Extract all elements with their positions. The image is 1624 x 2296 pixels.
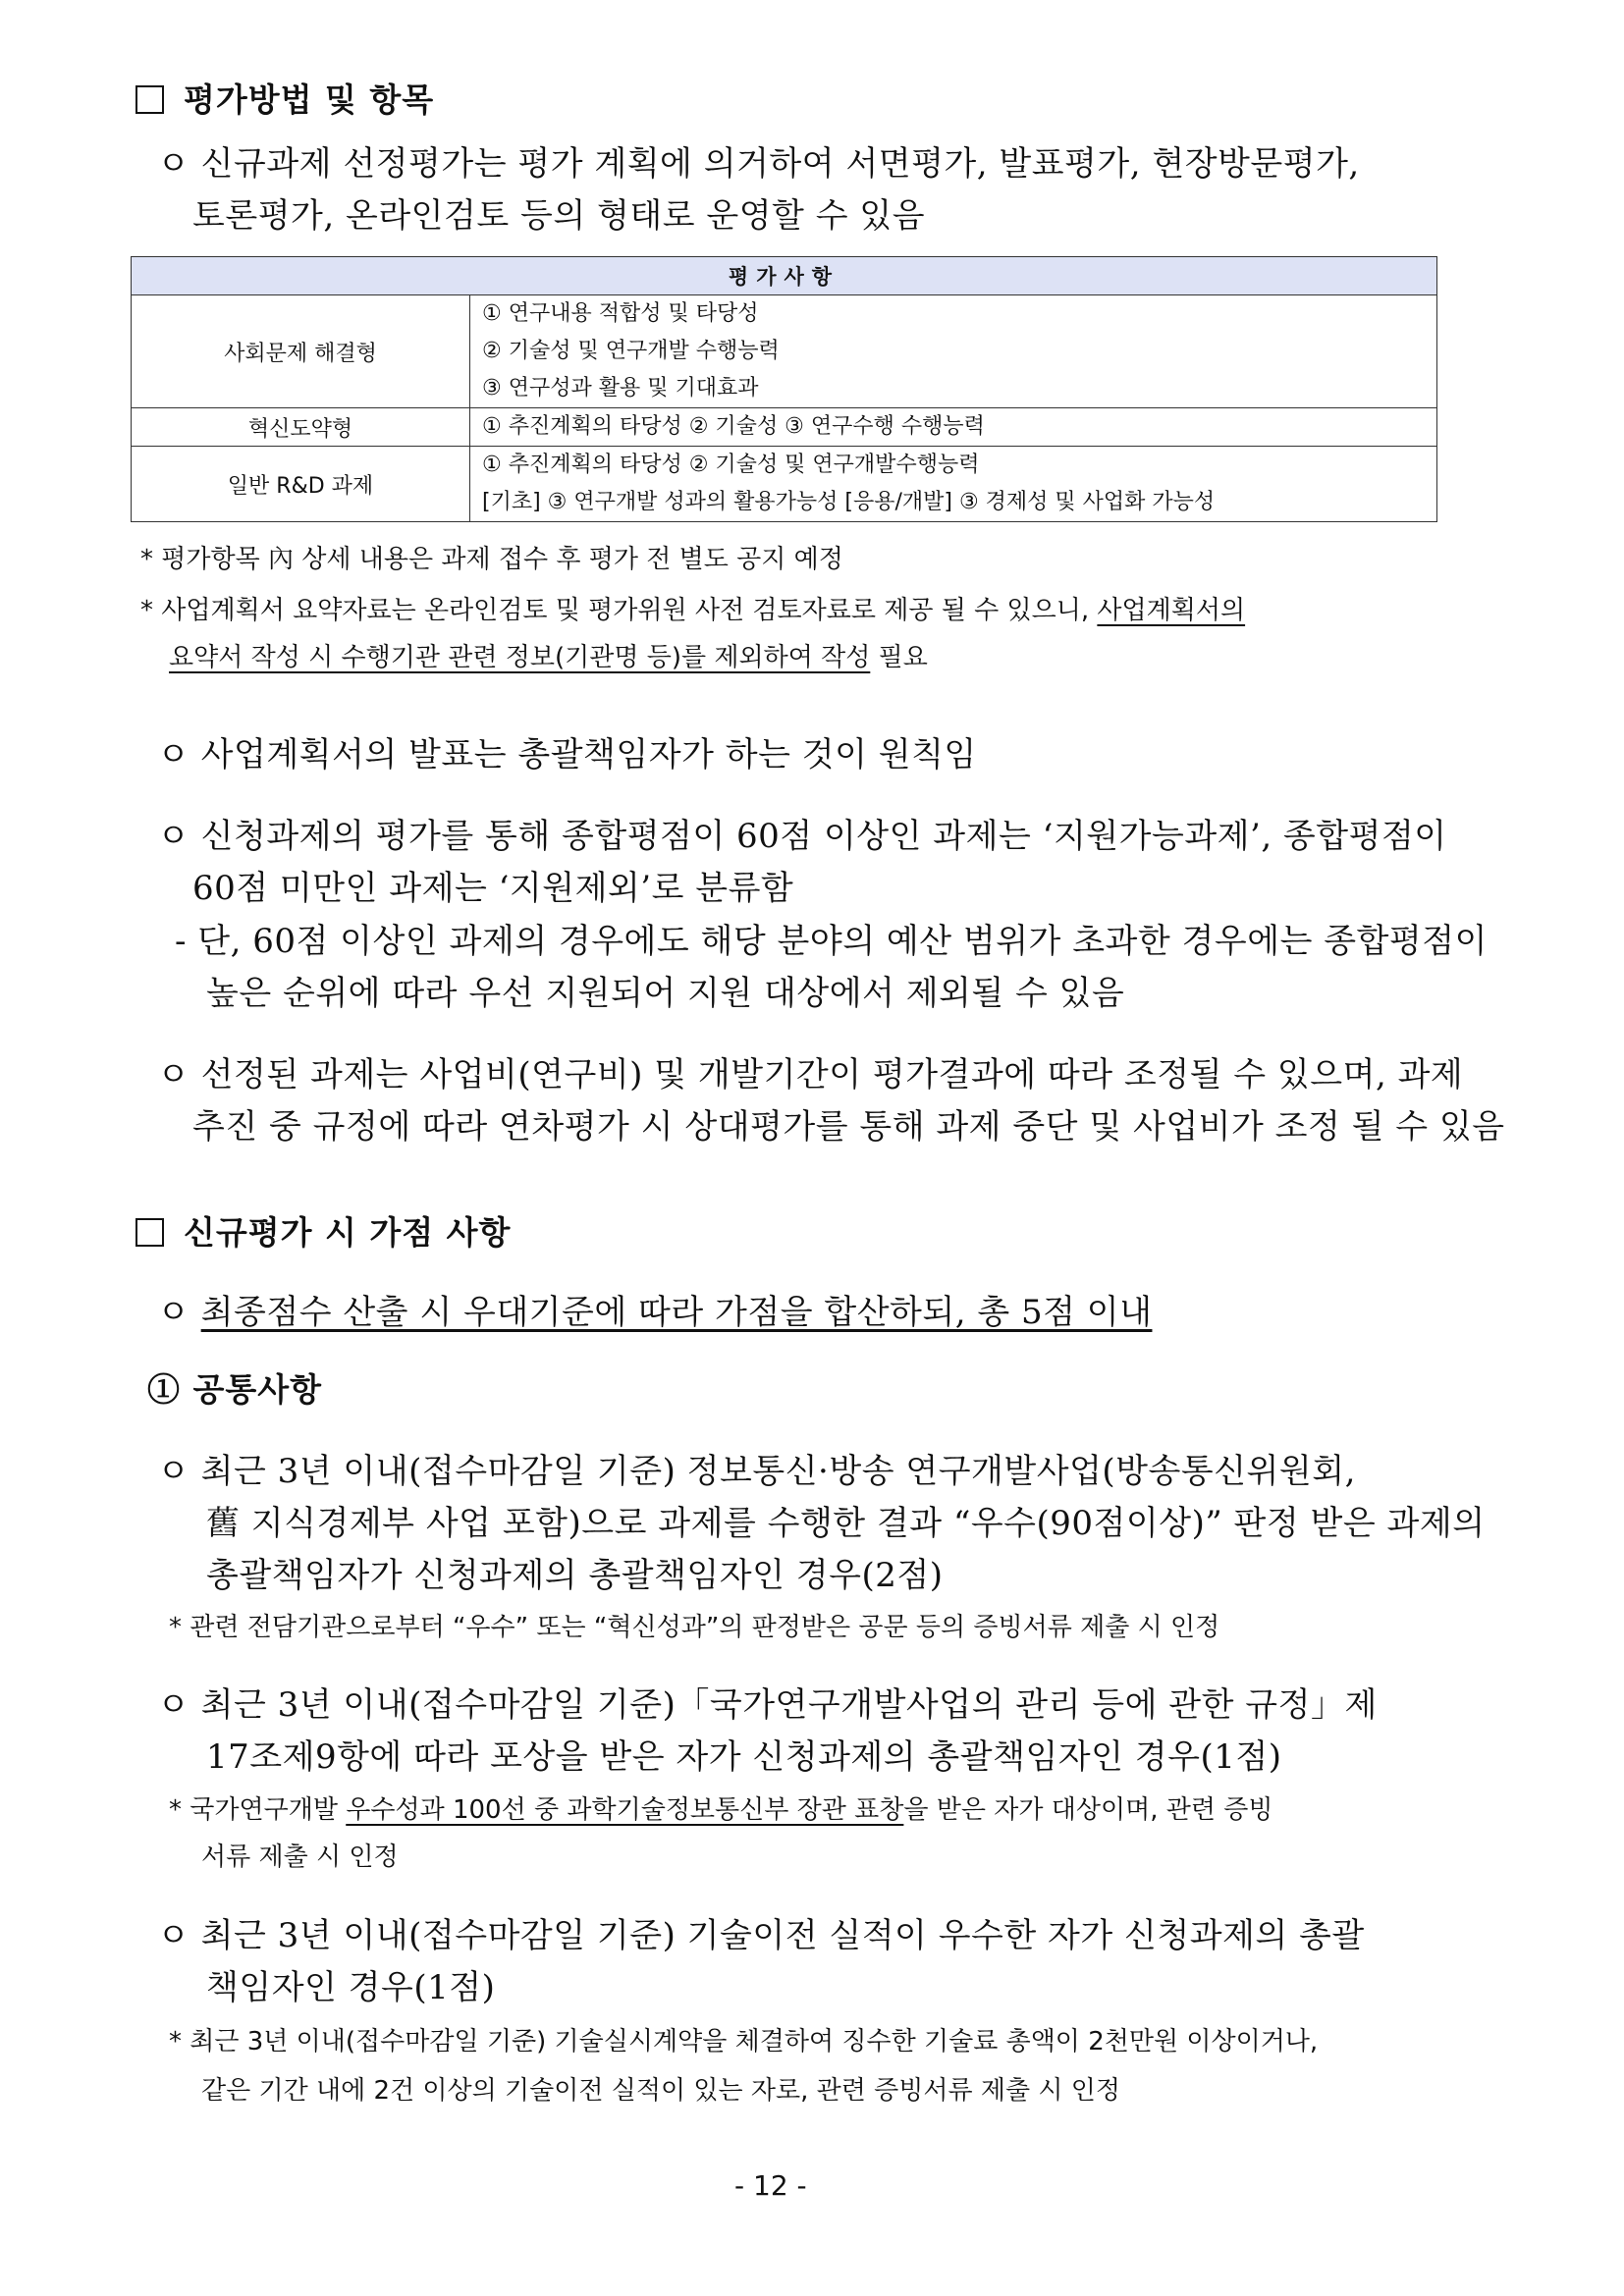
table-cell-items: [470, 447, 1437, 522]
bullet-line: ㅇ 최근 3년 이내(접수마감일 기준) 정보통신·방송 연구개발사업(방송통신위원회,: [157, 1452, 1356, 1491]
bullet-line: 60점 미만인 과제는 ‘지원제외’로 분류함: [192, 869, 794, 908]
section-title: 평가방법 및 항목: [184, 80, 435, 119]
table-cell-category: 혁신도약형: [132, 408, 470, 447]
bullet-line: [157, 1286, 1152, 1339]
table-item: [기초] ③ 연구개발 성과의 활용가능성 [응용/개발] ③ 경제성 및 사업화 가능성: [482, 490, 1216, 514]
page-number: - 12 -: [734, 2169, 807, 2202]
footnote: * 최근 3년 이내(접수마감일 기준) 기술실시계약을 체결하여 징수한 기술료 총액이 2천만원 이상이거나,: [169, 2027, 1319, 2056]
section-heading-bonus-points: [135, 1207, 511, 1254]
footnote-underlined: 우수성과 100선 중 과학기술정보통신부 장관 표창: [346, 1795, 904, 1825]
footnote-underlined: 요약서 작성 시 수행기관 관련 정보(기관명 등)를 제외하여 작성: [169, 643, 871, 672]
footnote-text: 을 받은 자가 대상이며, 관련 증빙: [903, 1795, 1273, 1825]
bullet-line: 舊 지식경제부 사업 포함)으로 과제를 수행한 결과 “우수(90점이상)” 판정 받은 과제의: [206, 1504, 1486, 1543]
table-cell-items: [470, 295, 1437, 408]
footnote-text: * 사업계획서 요약자료는 온라인검토 및 평가위원 사전 검토자료로 제공 될 수 있으니,: [140, 596, 1098, 625]
bullet-line: ㅇ 사업계획서의 발표는 총괄책임자가 하는 것이 원칙임: [157, 735, 977, 774]
table-row: [132, 447, 1437, 522]
bullet-line: 17조제9항에 따라 포상을 받은 자가 신청과제의 총괄책임자인 경우(1점): [206, 1737, 1282, 1777]
sub-bullet-line: - 단, 60점 이상인 과제의 경우에도 해당 분야의 예산 범위가 초과한 경우에는 종합평점이: [175, 922, 1488, 961]
footnote: [169, 1789, 1273, 1832]
footnote: [169, 636, 928, 679]
bullet-line: 책임자인 경우(1점): [206, 1968, 496, 2007]
table-row: [132, 408, 1437, 447]
table-row: [132, 295, 1437, 408]
footnote: 같은 기간 내에 2건 이상의 기술이전 실적이 있는 자로, 관련 증빙서류 제출 시 인정: [201, 2076, 1120, 2106]
table-item: ① 추진계획의 타당성 ② 기술성 ③ 연구수행 수행능력: [482, 414, 985, 439]
table-header: 평가사항: [132, 257, 1437, 295]
table-item: ② 기술성 및 연구개발 수행능력: [482, 339, 780, 363]
footnote-text: 필요: [870, 643, 928, 672]
bullet-line: ㅇ 신청과제의 평가를 통해 종합평점이 60점 이상인 과제는 ‘지원가능과제’, 종합평점이: [157, 817, 1447, 856]
footnote: [140, 589, 1245, 632]
section-title: 신규평가 시 가점 사항: [184, 1213, 512, 1252]
bullet-line: 추진 중 규정에 따라 연차평가 시 상대평가를 통해 과제 중단 및 사업비가 조정 될 수 있음: [192, 1107, 1505, 1147]
bullet-line: ㅇ 최근 3년 이내(접수마감일 기준) 기술이전 실적이 우수한 자가 신청과제의 총괄: [157, 1916, 1365, 1955]
table-cell-items: [470, 408, 1437, 447]
underlined-text: 최종점수 산출 시 우대기준에 따라 가점을 합산하되, 총 5점 이내: [200, 1293, 1153, 1332]
bullet-line: 총괄책임자가 신청과제의 총괄책임자인 경우(2점): [206, 1556, 944, 1595]
footnote-text: * 국가연구개발: [169, 1795, 347, 1825]
subsection-title: ① 공통사항: [147, 1370, 323, 1409]
table-cell-category: 사회문제 해결형: [132, 295, 470, 408]
bullet-mark: ㅇ: [157, 1293, 201, 1332]
table-item: ① 추진계획의 타당성 ② 기술성 및 연구개발수행능력: [482, 453, 980, 477]
checkbox-square-icon: [135, 85, 164, 114]
footnote: 서류 제출 시 인정: [201, 1842, 399, 1872]
bullet-line: ㅇ 선정된 과제는 사업비(연구비) 및 개발기간이 평가결과에 따라 조정될 수 있으며, 과제: [157, 1055, 1464, 1095]
evaluation-items-table: [131, 256, 1437, 522]
footnote-underlined: 사업계획서의: [1097, 596, 1246, 625]
checkbox-square-icon: [135, 1218, 164, 1247]
table-item: ③ 연구성과 활용 및 기대효과: [482, 376, 759, 400]
bullet-line: ㅇ 최근 3년 이내(접수마감일 기준)「국가연구개발사업의 관리 등에 관한 규정」제: [157, 1685, 1378, 1725]
section-heading-evaluation-method: [135, 75, 434, 121]
table-item: ① 연구내용 적합성 및 타당성: [482, 301, 759, 326]
footnote: * 평가항목 內 상세 내용은 과제 접수 후 평가 전 별도 공지 예정: [140, 545, 843, 574]
bullet-line: ㅇ 신규과제 선정평가는 평가 계획에 의거하여 서면평가, 발표평가, 현장방문평가,: [157, 144, 1360, 184]
bullet-line: 토론평가, 온라인검토 등의 형태로 운영할 수 있음: [192, 196, 926, 236]
table-cell-category: 일반 R&D 과제: [132, 447, 470, 522]
footnote: * 관련 전담기관으로부터 “우수” 또는 “혁신성과”의 판정받은 공문 등의 증빙서류 제출 시 인정: [169, 1613, 1220, 1642]
sub-bullet-line: 높은 순위에 따라 우선 지원되어 지원 대상에서 제외될 수 있음: [206, 974, 1125, 1013]
